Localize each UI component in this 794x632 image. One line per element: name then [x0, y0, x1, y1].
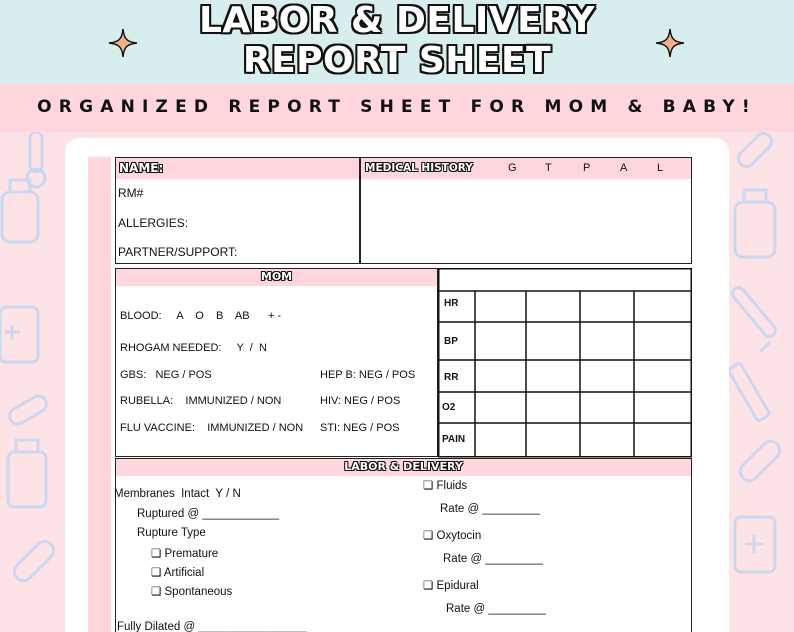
sparkle-icon	[108, 28, 138, 58]
thermometer-icon	[730, 285, 778, 339]
flu-vaccine-field: FLU VACCINE: IMMUNIZED / NON	[120, 422, 304, 434]
rm-label: RM#	[118, 186, 144, 200]
pill-icon	[735, 132, 775, 170]
vital-label-rr: RR	[444, 372, 459, 383]
band-aid-icon	[11, 538, 58, 585]
medicine-bottle-icon	[0, 307, 38, 362]
vital-label-bp: BP	[444, 336, 458, 347]
name-label: NAME:	[119, 161, 164, 175]
medical-history-label: MEDICAL HISTORY	[365, 162, 473, 174]
bottle-icon	[8, 440, 46, 507]
premature-checkbox[interactable]: ❏ Premature	[151, 548, 219, 560]
gtpal-a: A	[620, 162, 628, 174]
rupture-type-label: Rupture Type	[137, 527, 206, 539]
artificial-checkbox[interactable]: ❏ Artificial	[151, 567, 205, 579]
labor-delivery-box	[115, 458, 692, 632]
rubella-field: RUBELLA: IMMUNIZED / NON	[120, 395, 282, 407]
partner-label: PARTNER/SUPPORT:	[118, 245, 238, 259]
patient-divider	[359, 157, 361, 264]
epidural-rate-field: Rate @ _________	[446, 603, 546, 615]
vital-label-hr: HR	[444, 298, 459, 309]
oxytocin-rate-field: Rate @ _________	[443, 553, 543, 565]
gtpal-l: L	[657, 162, 664, 174]
mom-header: MOM	[260, 270, 293, 283]
pill-icon	[7, 393, 50, 427]
sti-field: STI: NEG / POS	[320, 422, 400, 434]
allergies-label: ALLERGIES:	[118, 216, 189, 230]
bottle-icon	[735, 517, 775, 572]
blood-type-field: BLOOD: A O B AB + -	[120, 310, 282, 322]
oxytocin-checkbox[interactable]: ❏ Oxytocin	[423, 530, 482, 542]
syringe-icon	[728, 342, 770, 421]
band-aid-icon	[737, 438, 784, 485]
hepb-field: HEP B: NEG / POS	[320, 369, 416, 381]
spontaneous-checkbox[interactable]: ❏ Spontaneous	[151, 586, 233, 598]
bottle-icon	[735, 190, 775, 257]
fluids-checkbox[interactable]: ❏ Fluids	[423, 480, 468, 492]
fully-dilated-field: Fully Dilated @ _________________	[117, 621, 308, 632]
page-subtitle: ORGANIZED REPORT SHEET FOR MOM & BABY!	[37, 97, 757, 117]
vital-label-o2: O2	[442, 402, 456, 413]
vital-label-pain: PAIN	[442, 434, 466, 445]
fluids-rate-field: Rate @ _________	[440, 503, 540, 515]
gbs-field: GBS: NEG / POS	[120, 369, 212, 381]
hiv-field: HIV: NEG / POS	[320, 395, 401, 407]
sheet-margin-strip	[88, 157, 111, 632]
gtpal-p: P	[583, 162, 591, 174]
page-title-line2: REPORT SHEET	[242, 40, 552, 81]
bottle-icon	[2, 180, 38, 242]
page-title-line1: LABOR & DELIVERY	[198, 0, 596, 41]
vitals-grid	[438, 268, 692, 458]
gtpal-g: G	[508, 162, 517, 174]
rhogam-field: RHOGAM NEEDED: Y / N	[120, 342, 267, 354]
gtpal-t: T	[545, 162, 552, 174]
membranes-field: Membranes Intact Y / N	[114, 488, 241, 500]
epidural-checkbox[interactable]: ❏ Epidural	[423, 580, 479, 592]
ruptured-field: Ruptured @ ____________	[137, 508, 280, 520]
sparkle-icon	[655, 28, 685, 58]
labor-delivery-header: LABOR & DELIVERY	[344, 460, 463, 473]
